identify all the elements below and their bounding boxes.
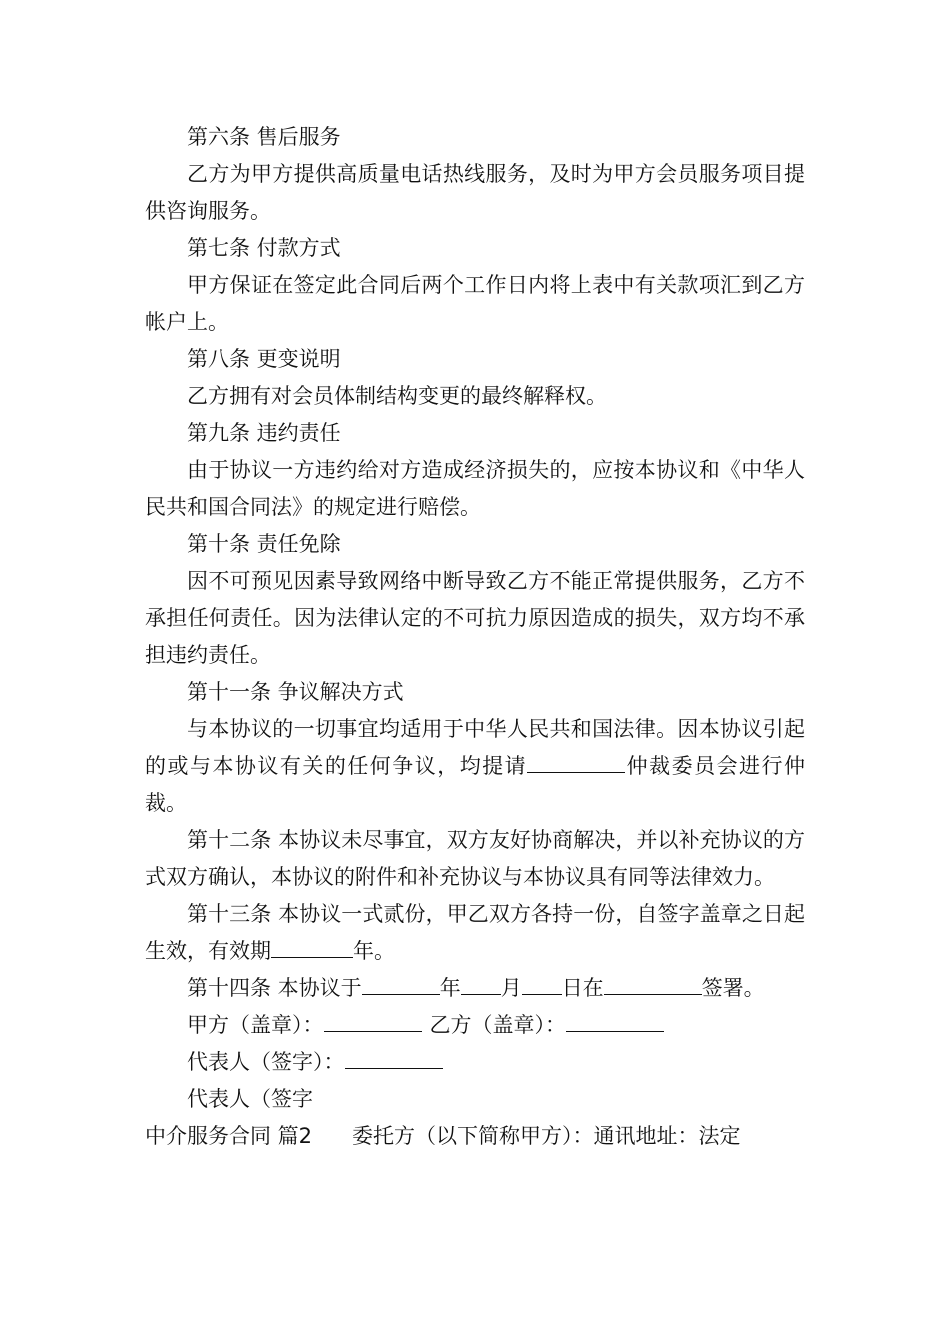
section-14-a: 第十四条 本协议于 xyxy=(187,976,362,1000)
section-11-text-b: 仲裁委员会进行仲裁。 xyxy=(145,754,806,815)
sign-year-blank xyxy=(362,973,440,995)
section-10-text: 因不可预见因素导致网络中断导致乙方不能正常提供服务，乙方不承担任何责任。因为法律认定的不可抗力原因造成的损失，双方均不承担违约责任。 xyxy=(145,569,805,667)
section-13-text-b: 年。 xyxy=(353,939,395,963)
section-7-title: 第七条 付款方式 xyxy=(187,236,341,260)
section-10-title: 第十条 责任免除 xyxy=(187,532,341,556)
party-seal-line xyxy=(145,1007,805,1044)
section-13-text-a: 第十三条 本协议一式贰份，甲乙双方各持一份，自签字盖章之日起生效，有效期 xyxy=(145,902,805,963)
sign-month-blank xyxy=(461,973,501,995)
representative-1-blank xyxy=(345,1047,443,1069)
contract-body xyxy=(145,119,805,1155)
section-11-text xyxy=(145,711,805,822)
arbitration-blank xyxy=(527,751,625,773)
section-9-title: 第九条 违约责任 xyxy=(187,421,341,445)
party-a-seal-blank xyxy=(324,1010,422,1032)
party-b-seal-blank xyxy=(566,1010,664,1032)
section-8-text: 乙方拥有对会员体制结构变更的最终解释权。 xyxy=(187,384,607,408)
section-12-text: 第十二条 本协议未尽事宜，双方友好协商解决，并以补充协议的方式双方确认，本协议的附件和补充协议与本协议具有同等法律效力。 xyxy=(145,828,805,889)
representative-1-line xyxy=(145,1044,805,1081)
party-a-seal-label: 甲方（盖章）： xyxy=(187,1013,324,1037)
section-14-month: 月 xyxy=(500,976,522,1000)
next-contract-line xyxy=(145,1118,805,1155)
section-6-text: 乙方为甲方提供高质量电话热线服务，及时为甲方会员服务项目提供咨询服务。 xyxy=(145,162,805,223)
section-9-text: 由于协议一方违约给对方造成经济损失的，应按本协议和《中华人民共和国合同法》的规定进行赔偿。 xyxy=(145,458,805,519)
next-contract-title: 中介服务合同 篇2 xyxy=(145,1124,313,1148)
section-14-day: 日在 xyxy=(561,976,604,1000)
section-11-title: 第十一条 争议解决方式 xyxy=(187,680,404,704)
section-6-title: 第六条 售后服务 xyxy=(187,125,341,149)
section-11-text-a: 与本协议的一切事宜均适用于中华人民共和国法律。因本协议引起的或与本协议有关的任何争议，均提请 xyxy=(145,717,805,778)
section-7-text: 甲方保证在签定此合同后两个工作日内将上表中有关款项汇到乙方帐户上。 xyxy=(145,273,805,334)
section-14-end: 签署。 xyxy=(701,976,765,1000)
section-14-year: 年 xyxy=(439,976,461,1000)
next-contract-text: 委托方（以下简称甲方）：通讯地址：法定 xyxy=(352,1124,741,1148)
section-13-text xyxy=(145,896,805,970)
validity-years-blank xyxy=(271,936,353,958)
sign-place-blank xyxy=(604,973,702,995)
sign-day-blank xyxy=(522,973,562,995)
representative-2-label: 代表人（签字 xyxy=(187,1087,313,1111)
section-8-title: 第八条 更变说明 xyxy=(187,347,341,371)
representative-2-line xyxy=(145,1081,805,1118)
representative-1-label: 代表人（签字）： xyxy=(187,1050,345,1074)
section-14-text xyxy=(145,970,805,1007)
party-b-seal-label: 乙方（盖章）： xyxy=(429,1013,566,1037)
